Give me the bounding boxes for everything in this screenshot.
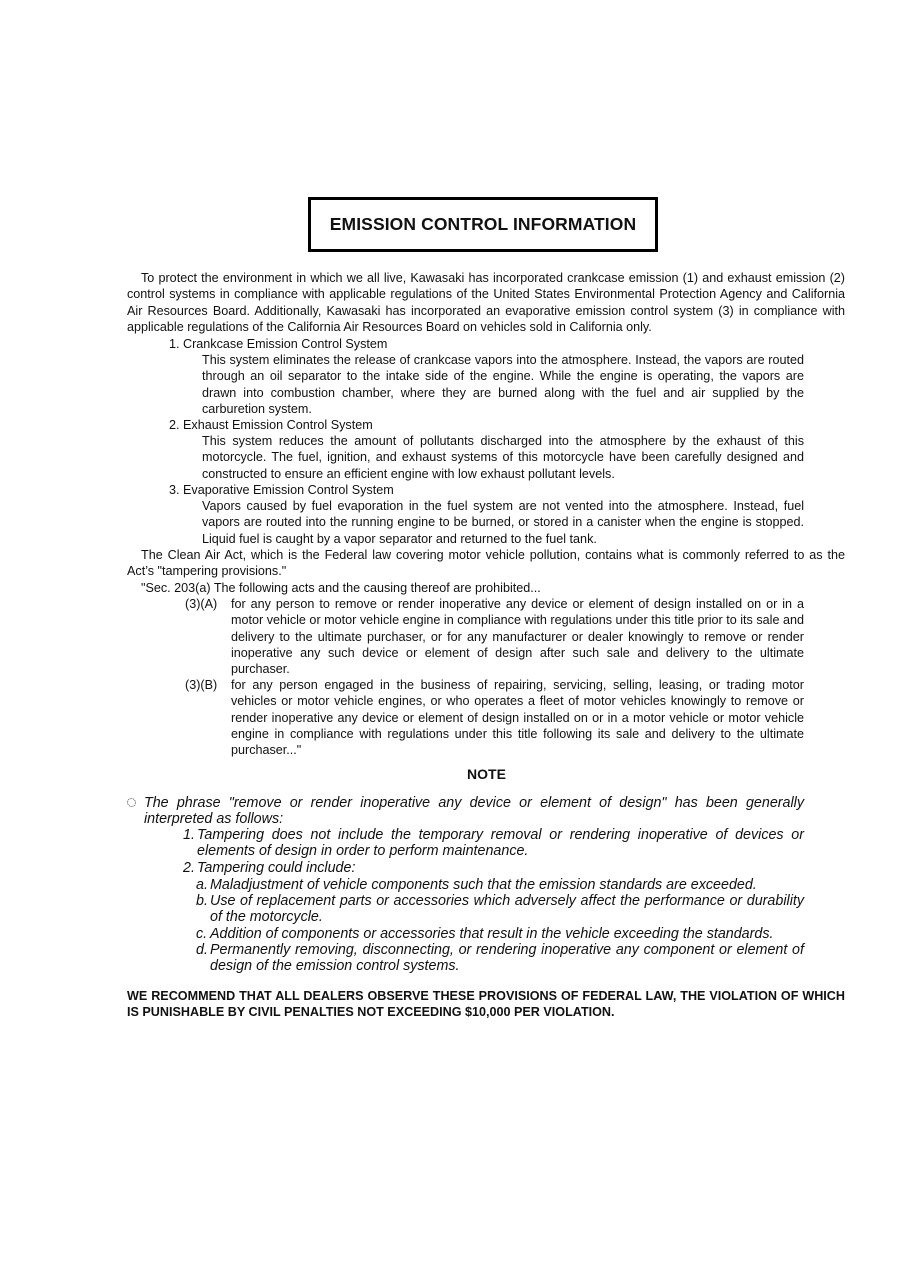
provision-item [185,596,804,677]
provision-label: (3)(A) [185,597,218,611]
note-subitem-text: Use of replacement parts or accessories which adversely affect the performance or durability of the motorcycle. [210,893,804,926]
note-subitem-label: d. [196,942,208,958]
provision-label: (3)(B) [185,678,218,692]
system-body: This system eliminates the release of crankcase vapors into the atmosphere. Instead, the vapors are routed through an oil separator to the intake side of the engine. While the engine is operating, the vapors are drawn into combustion chamber, where they are burned along with the fuel and air supplied by the carburetion system. [202,353,804,416]
system-number: 3. [169,483,180,497]
note-subitem-label: a. [196,877,208,893]
note-subitem-label: b. [196,893,208,909]
system-item [169,336,809,352]
bullet-icon [127,798,136,807]
provision-text: for any person engaged in the business of repairing, servicing, selling, leasing, or trading motor vehicles or motor vehicle engines, or who operates a fleet of motor vehicles knowingly to remove or render inoperative any device or element of design installed on or in a motor vehicle or motor vehicle engine in compliance with regulations under this title following its sale and delivery to the ultimate purchaser..." [231,678,804,758]
system-heading: Evaporative Emission Control System [183,483,394,497]
system-body: This system reduces the amount of pollutants discharged into the atmosphere by the exhaust of this motorcycle. The fuel, ignition, and exhaust systems of this motorcycle have been carefully designed and constructed to ensure an efficient engine with low exhaust pollutant levels. [202,434,804,481]
system-body: Vapors caused by fuel evaporation in the fuel system are not vented into the atmosphere. Instead, fuel vapors are routed into the running engine to be burned, or stored in a canister when the engine is stopped. Liquid fuel is caught by a vapor separator and returned to the fuel tank. [202,499,804,546]
note-intro: The phrase "remove or render inoperative any device or element of design" has been generally interpreted as follows: [144,795,804,828]
note-subitem [196,877,804,893]
note-subitem-label: c. [196,926,208,942]
note-title: NOTE [467,766,506,782]
intro-paragraph: To protect the environment in which we all live, Kawasaki has incorporated crankcase emission (1) and exhaust emission (2) control systems in compliance with applicable regulations of the United States Environmental Protection Agency and California Air Resources Board. Additionally, Kawasaki has incorporated an evaporative emission control system (3) in compliance with applicable regulations of the California Air Resources Board on vehicles sold in California only. [127,271,845,334]
provision-text: for any person to remove or render inoperative any device or element of design installed on or in a motor vehicle or motor vehicle engine in compliance with regulations under this title prior to its sale and delivery to the ultimate purchaser, or for any manufacturer or dealer knowingly to remove or render inoperative any such device or element of design after such sale and delivery to the ultimate purchaser. [231,597,804,677]
note-item-label: 2. [183,860,195,876]
system-heading: Exhaust Emission Control System [183,418,373,432]
note-subitem-text: Permanently removing, disconnecting, or rendering inoperative any component or element of design of the emission control systems. [210,942,804,975]
note-subitem-text: Addition of components or accessories that result in the vehicle exceeding the standards. [210,926,774,942]
note-item-text: Tampering could include: [197,860,356,876]
note-item [183,860,804,876]
clean-air-act-paragraph: The Clean Air Act, which is the Federal law covering motor vehicle pollution, contains what is commonly referred to as the Act’s "tampering provisions." [127,548,845,579]
note-item-text: Tampering does not include the temporary removal or rendering inoperative of devices or elements of design in order to perform maintenance. [197,827,804,860]
warning-statement: WE RECOMMEND THAT ALL DEALERS OBSERVE THESE PROVISIONS OF FEDERAL LAW, THE VIOLATION OF WHICH IS PUNISHABLE BY CIVIL PENALTIES NOT EXCEEDING $10,000 PER VIOLATION. [127,989,845,1020]
provision-item [185,677,804,758]
system-heading: Crankcase Emission Control System [183,337,388,351]
note-subitem-text: Maladjustment of vehicle components such that the emission standards are exceeded. [210,877,757,893]
section-intro: "Sec. 203(a) The following acts and the causing thereof are prohibited... [141,581,541,595]
note-subitem [196,926,804,942]
system-number: 2. [169,418,180,432]
note-subitem [196,942,804,975]
note-item [183,827,804,860]
system-item [169,417,809,433]
note-subitem [196,893,804,926]
system-number: 1. [169,337,180,351]
system-item [169,482,809,498]
page-title: EMISSION CONTROL INFORMATION [308,197,658,252]
note-item-label: 1. [183,827,195,843]
